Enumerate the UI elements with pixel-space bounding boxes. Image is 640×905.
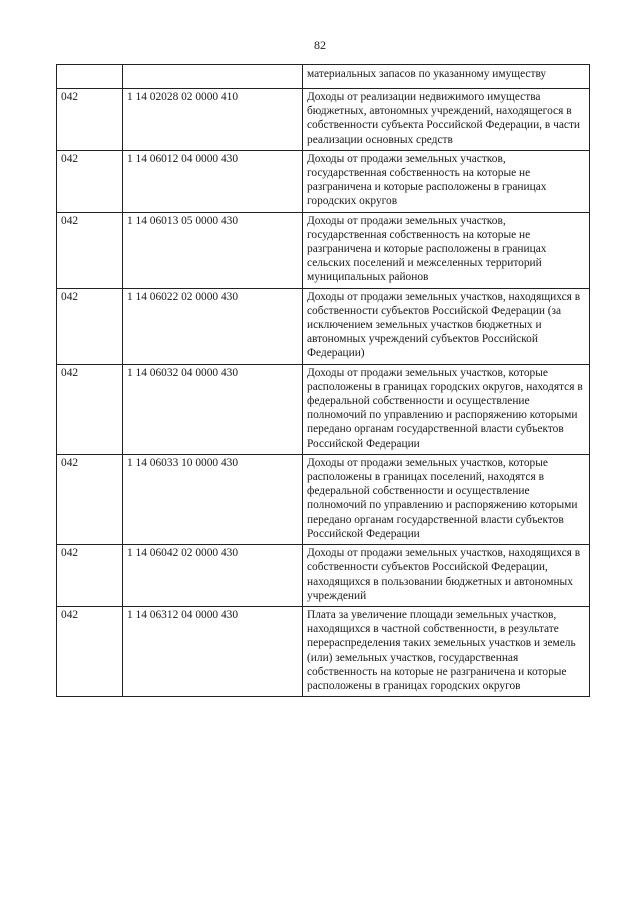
table-row-continuation bbox=[57, 65, 590, 89]
table-row bbox=[57, 545, 590, 607]
revenue-name-cell: материальных запасов по указанному имуществу bbox=[303, 65, 590, 89]
revenue-name-cell: Доходы от продажи земельных участков, государственная собственность на которые не разграничена и которые расположены в границах сельских поселений и межселенных территорий муниципальных районов bbox=[303, 212, 590, 288]
budget-code-cell: 1 14 06022 02 0000 430 bbox=[123, 288, 303, 364]
budget-code-cell: 1 14 06312 04 0000 430 bbox=[123, 606, 303, 696]
revenue-name-cell: Доходы от продажи земельных участков, находящихся в собственности субъектов Российской Федерации, находящихся в пользовании бюджетных и автономных учреждений bbox=[303, 545, 590, 607]
revenue-name-cell: Доходы от продажи земельных участков, государственная собственность на которые не разграничена и которые расположены в границах городских округов bbox=[303, 150, 590, 212]
revenue-name-cell: Плата за увеличение площади земельных участков, находящихся в частной собственности, в результате перераспределения таких земельных участков и земель (или) земельных участков, государственная собственность на которые не разграничена и которые расположены в границах городских округов bbox=[303, 606, 590, 696]
admin-code-cell: 042 bbox=[57, 454, 123, 544]
budget-code-cell: 1 14 06012 04 0000 430 bbox=[123, 150, 303, 212]
admin-code-cell: 042 bbox=[57, 89, 123, 151]
table-row bbox=[57, 364, 590, 454]
admin-code-cell bbox=[57, 65, 123, 89]
table-row bbox=[57, 212, 590, 288]
admin-code-cell: 042 bbox=[57, 606, 123, 696]
budget-code-cell: 1 14 06033 10 0000 430 bbox=[123, 454, 303, 544]
budget-code-cell: 1 14 06042 02 0000 430 bbox=[123, 545, 303, 607]
revenue-name-cell: Доходы от продажи земельных участков, которые расположены в границах городских округов, находятся в федеральной собственности и осуществление полномочий по управлению и распоряжению которыми передано органам государственной власти субъектов Российской Федерации bbox=[303, 364, 590, 454]
revenue-name-cell: Доходы от реализации недвижимого имущества бюджетных, автономных учреждений, находящегося в собственности субъекта Российской Федерации, в части реализации основных средств bbox=[303, 89, 590, 151]
budget-revenue-table bbox=[56, 64, 590, 697]
admin-code-cell: 042 bbox=[57, 288, 123, 364]
page-number: 82 bbox=[314, 38, 326, 52]
budget-code-cell: 1 14 06013 05 0000 430 bbox=[123, 212, 303, 288]
budget-code-cell: 1 14 02028 02 0000 410 bbox=[123, 89, 303, 151]
table-row bbox=[57, 89, 590, 151]
table-row bbox=[57, 288, 590, 364]
admin-code-cell: 042 bbox=[57, 364, 123, 454]
budget-code-cell: 1 14 06032 04 0000 430 bbox=[123, 364, 303, 454]
admin-code-cell: 042 bbox=[57, 545, 123, 607]
table-row bbox=[57, 454, 590, 544]
revenue-name-cell: Доходы от продажи земельных участков, находящихся в собственности субъектов Российской Федерации (за исключением земельных участков бюджетных и автономных учреждений субъектов Российской Федерации) bbox=[303, 288, 590, 364]
table-row bbox=[57, 150, 590, 212]
admin-code-cell: 042 bbox=[57, 150, 123, 212]
budget-code-cell bbox=[123, 65, 303, 89]
revenue-name-cell: Доходы от продажи земельных участков, которые расположены в границах поселений, находятся в федеральной собственности и осуществление полномочий по управлению и распоряжению которыми передано органам государственной власти субъектов Российской Федерации bbox=[303, 454, 590, 544]
admin-code-cell: 042 bbox=[57, 212, 123, 288]
table-row bbox=[57, 606, 590, 696]
